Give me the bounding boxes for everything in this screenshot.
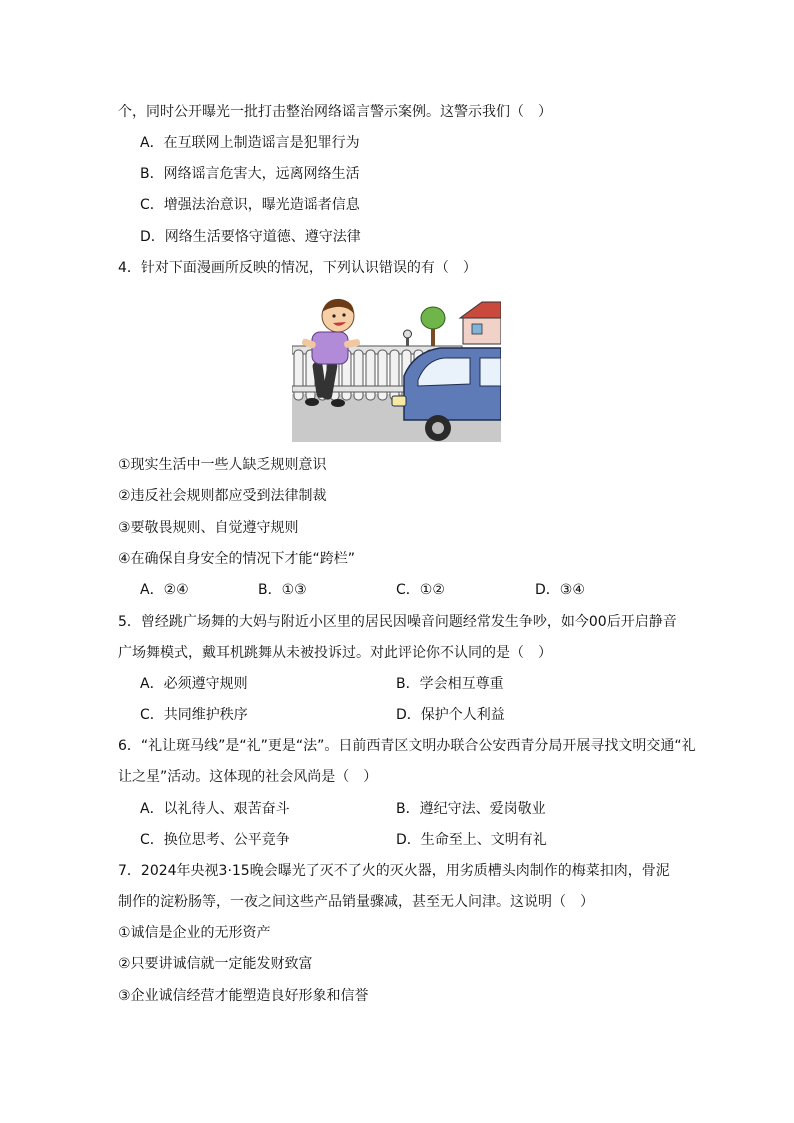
comic-illustration	[292, 296, 501, 442]
q3-option-a: A．在互联网上制造谣言是犯罪行为	[140, 135, 360, 151]
q4-statement-3: ③要敬畏规则、自觉遵守规则	[118, 520, 299, 536]
q4-statement-1: ①现实生活中一些人缺乏规则意识	[118, 457, 327, 473]
q6-option-c: C．换位思考、公平竞争	[140, 832, 290, 848]
q5-stem-line1: 5．曾经跳广场舞的大妈与附近小区里的居民因噪音问题经常发生争吵，如今00后开启静音	[118, 614, 677, 630]
q7-stem-line2: 制作的淀粉肠等，一夜之间这些产品销量骤减，甚至无人问津。这说明（ ）	[118, 894, 594, 910]
q4-option-a: A．②④	[140, 582, 189, 598]
q3-option-b: B．网络谣言危害大，远离网络生活	[140, 166, 360, 182]
q4-option-b: B．①③	[258, 582, 307, 598]
q3-option-c: C．增强法治意识，曝光造谣者信息	[140, 197, 360, 213]
q4-statement-2: ②违反社会规则都应受到法律制裁	[118, 488, 327, 504]
q6-option-b: B．遵纪守法、爱岗敬业	[396, 801, 546, 817]
q6-option-a: A．以礼待人、艰苦奋斗	[140, 801, 290, 817]
q5-stem-line2: 广场舞模式，戴耳机跳舞从未被投诉过。对此评论你不认同的是（ ）	[118, 645, 552, 661]
q3-stem: 个，同时公开曝光一批打击整治网络谣言警示案例。这警示我们（ ）	[118, 104, 552, 120]
q7-statement-3: ③企业诚信经营才能塑造良好形象和信誉	[118, 988, 369, 1004]
q7-statement-2: ②只要讲诚信就一定能发财致富	[118, 956, 313, 972]
q4-stem: 4．针对下面漫画所反映的情况，下列认识错误的有（ ）	[118, 260, 477, 276]
q3-option-d: D．网络生活要恪守道德、遵守法律	[140, 229, 361, 245]
q6-stem-line2: 让之星”活动。这体现的社会风尚是（ ）	[118, 769, 378, 785]
q7-statement-1: ①诚信是企业的无形资产	[118, 925, 271, 941]
q4-option-c: C．①②	[396, 582, 445, 598]
q4-option-d: D．③④	[535, 582, 585, 598]
q5-option-c: C．共同维护秩序	[140, 707, 248, 723]
q7-stem-line1: 7．2024年央视3·15晚会曝光了灭不了火的灭火器，用劣质槽头肉制作的梅菜扣肉，骨泥	[118, 863, 670, 879]
q6-stem-line1: 6．“礼让斑马线”是“礼”更是“法”。日前西青区文明办联合公安西青分局开展寻找文明交通“礼	[118, 738, 696, 754]
q4-statement-4: ④在确保自身安全的情况下才能“跨栏”	[118, 551, 356, 567]
q5-option-d: D．保护个人利益	[396, 707, 505, 723]
q5-option-b: B．学会相互尊重	[396, 676, 504, 692]
q5-option-a: A．必须遵守规则	[140, 676, 248, 692]
q6-option-d: D．生命至上、文明有礼	[396, 832, 547, 848]
q4-options-row	[0, 580, 794, 600]
